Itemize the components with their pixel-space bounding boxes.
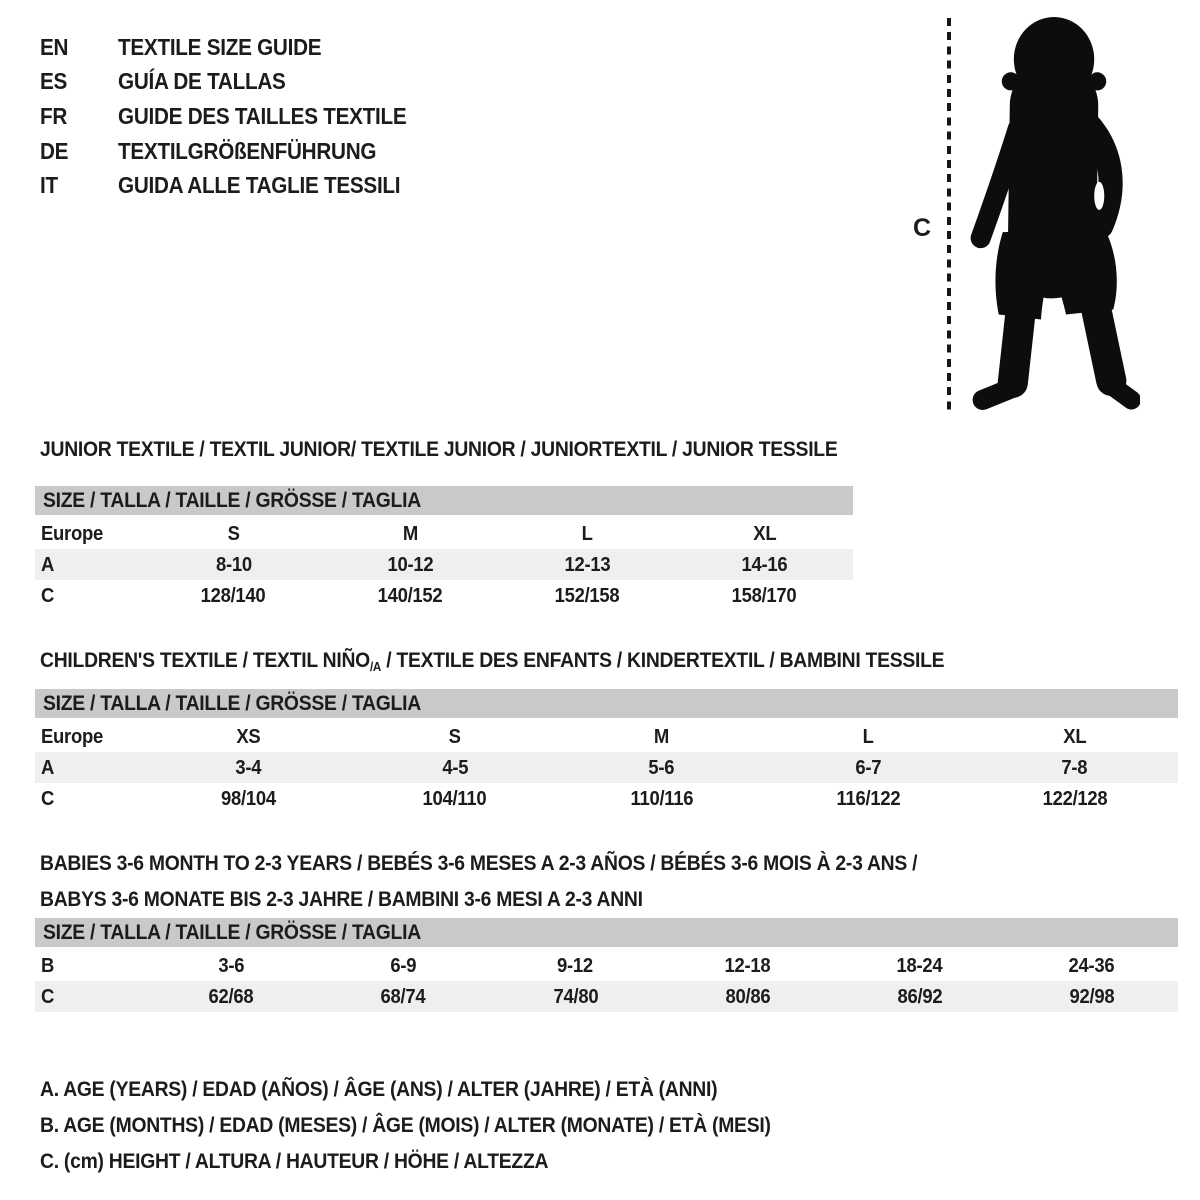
language-code: ES bbox=[40, 68, 68, 95]
language-title: GUÍA DE TALLAS bbox=[118, 68, 286, 95]
footnote-a: A. AGE (YEARS) / EDAD (AÑOS) / ÂGE (ANS) / ALTER (JAHRE) / ETÀ (ANNI) bbox=[40, 1076, 718, 1101]
table-cell: 98/104 bbox=[220, 786, 276, 810]
table-cell: 6-7 bbox=[855, 755, 882, 779]
table-cell: 12-18 bbox=[724, 953, 771, 977]
region-label: Europe bbox=[41, 724, 103, 748]
table-cell: 3-6 bbox=[218, 953, 245, 977]
row-label: A bbox=[41, 552, 55, 576]
table-cell: 152/158 bbox=[555, 583, 620, 607]
table-cell: 122/128 bbox=[1042, 786, 1108, 810]
junior-size-table bbox=[35, 486, 853, 611]
size-label: XL bbox=[1063, 724, 1087, 748]
height-measure-label: C bbox=[913, 214, 932, 242]
table-cell: 24-36 bbox=[1068, 953, 1115, 977]
size-label: L bbox=[581, 521, 593, 545]
size-label: L bbox=[862, 724, 874, 748]
table-cell: 18-24 bbox=[896, 953, 943, 977]
table-cell: 80/86 bbox=[725, 984, 770, 1008]
language-code: EN bbox=[40, 33, 69, 60]
table-cell: 12-13 bbox=[564, 552, 611, 576]
table-cell: 110/116 bbox=[630, 786, 693, 810]
size-labels-row bbox=[35, 721, 1178, 752]
age-months-row bbox=[35, 950, 1178, 981]
footnote-b: B. AGE (MONTHS) / EDAD (MESES) / ÂGE (MOIS) / ALTER (MONATE) / ETÀ (MESI) bbox=[40, 1112, 771, 1137]
table-cell: 10-12 bbox=[387, 552, 434, 576]
size-label: XL bbox=[752, 521, 777, 545]
language-row-de bbox=[40, 134, 439, 169]
children-size-table bbox=[35, 689, 1178, 814]
table-cell: 14-16 bbox=[741, 552, 788, 576]
table-cell: 9-12 bbox=[557, 953, 594, 977]
language-row-it bbox=[40, 168, 439, 203]
language-row-es bbox=[40, 65, 439, 100]
row-label: A bbox=[41, 755, 55, 779]
table-cell: 104/110 bbox=[422, 786, 487, 810]
language-title: TEXTILE SIZE GUIDE bbox=[118, 33, 322, 60]
title-subscript: /A bbox=[369, 659, 382, 674]
table-cell: 74/80 bbox=[552, 984, 598, 1008]
size-header-band: SIZE / TALLA / TAILLE / GRÖSSE / TAGLIA bbox=[35, 486, 853, 515]
table-cell: 116/122 bbox=[836, 786, 900, 810]
row-label: C bbox=[41, 984, 55, 1008]
size-label: S bbox=[448, 724, 461, 748]
table-cell: 92/98 bbox=[1069, 984, 1115, 1008]
age-years-row bbox=[35, 549, 853, 580]
babies-size-table bbox=[35, 918, 1178, 1012]
language-title: GUIDA ALLE TAGLIE TESSILI bbox=[118, 172, 401, 199]
table-cell: 140/152 bbox=[378, 583, 443, 607]
height-cm-row bbox=[35, 783, 1178, 814]
age-years-row bbox=[35, 752, 1178, 783]
size-label: S bbox=[227, 521, 240, 545]
language-header bbox=[40, 30, 439, 203]
size-label: XS bbox=[236, 724, 261, 748]
table-cell: 3-4 bbox=[235, 755, 262, 779]
children-section-title: CHILDREN'S TEXTILE / TEXTIL NIÑO/A / TEXTILE DES ENFANTS / KINDERTEXTIL / BAMBINI TESSILE bbox=[40, 648, 945, 674]
language-code: DE bbox=[40, 137, 69, 164]
table-cell: 7-8 bbox=[1061, 755, 1088, 779]
language-code: IT bbox=[40, 172, 58, 199]
size-label: M bbox=[402, 521, 419, 545]
table-cell: 68/74 bbox=[380, 984, 426, 1008]
language-row-fr bbox=[40, 99, 439, 134]
language-title: GUIDE DES TAILLES TEXTILE bbox=[118, 102, 407, 129]
table-cell: 128/140 bbox=[201, 583, 266, 607]
footnotes bbox=[40, 1071, 852, 1179]
size-label: M bbox=[653, 724, 670, 748]
region-label: Europe bbox=[41, 521, 103, 545]
height-measure-dashed-line bbox=[947, 18, 951, 415]
table-cell: 6-9 bbox=[390, 953, 417, 977]
row-label: C bbox=[41, 786, 55, 810]
table-cell: 8-10 bbox=[215, 552, 252, 576]
height-cm-row bbox=[35, 580, 853, 611]
table-cell: 5-6 bbox=[648, 755, 675, 779]
table-cell: 4-5 bbox=[441, 755, 468, 779]
footnote-c: C. (cm) HEIGHT / ALTURA / HAUTEUR / HÖHE / ALTEZZA bbox=[40, 1148, 549, 1173]
table-cell: 62/68 bbox=[208, 984, 254, 1008]
junior-section-title: JUNIOR TEXTILE / TEXTIL JUNIOR/ TEXTILE JUNIOR / JUNIORTEXTIL / JUNIOR TESSILE bbox=[40, 437, 838, 461]
row-label: C bbox=[41, 583, 55, 607]
table-cell: 86/92 bbox=[897, 984, 943, 1008]
language-code: FR bbox=[40, 102, 68, 129]
row-label: B bbox=[41, 953, 55, 977]
size-labels-row bbox=[35, 518, 853, 549]
toddler-silhouette-icon bbox=[962, 13, 1140, 417]
arm-gap-highlight bbox=[1094, 182, 1104, 210]
size-header-band: SIZE / TALLA / TAILLE / GRÖSSE / TAGLIA bbox=[35, 918, 1178, 947]
language-row-en bbox=[40, 30, 439, 65]
height-cm-row bbox=[35, 981, 1178, 1012]
language-title: TEXTILGRÖßENFÜHRUNG bbox=[118, 137, 377, 164]
table-cell: 158/170 bbox=[732, 583, 797, 607]
babies-section-title: BABIES 3-6 MONTH TO 2-3 YEARS / BEBÉS 3-6 MESES A 2-3 AÑOS / BÉBÉS 3-6 MOIS À 2-3 ANS / BABYS 3-6 MONATE BIS 2-3 JAHRE / BAMBINI 3-6 MESI A 2-3 ANNI bbox=[40, 851, 918, 911]
size-header-band: SIZE / TALLA / TAILLE / GRÖSSE / TAGLIA bbox=[35, 689, 1178, 718]
